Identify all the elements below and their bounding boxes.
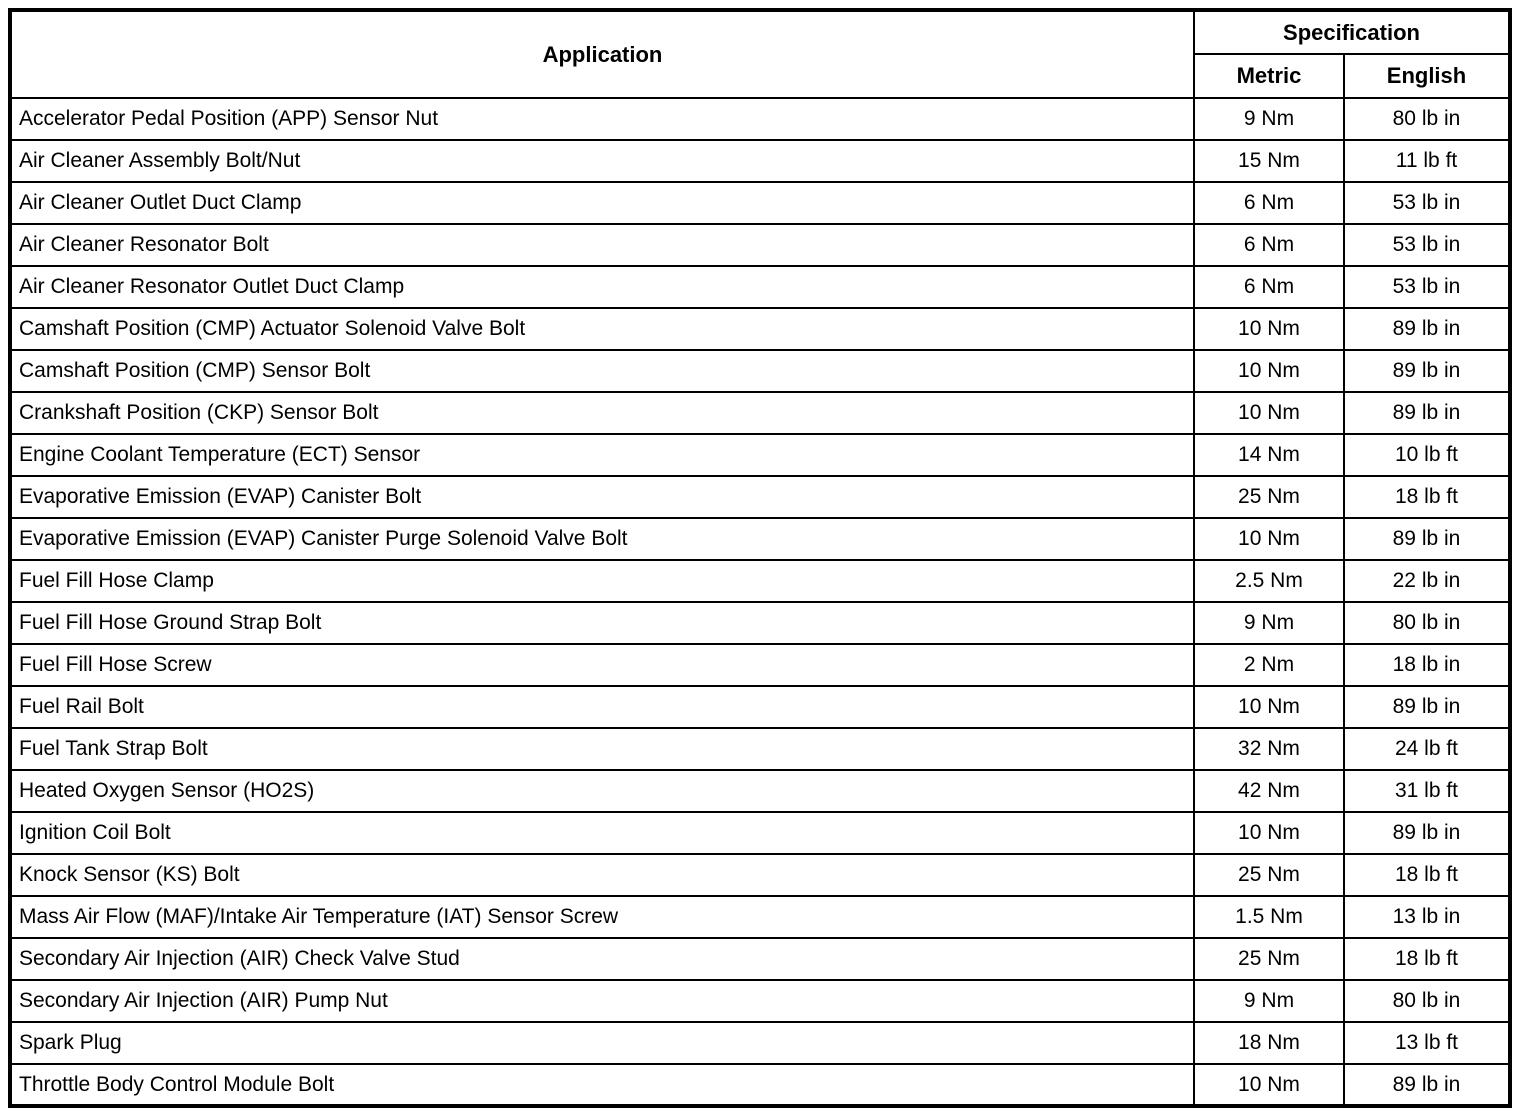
english-value-cell: 89 lb in [1344, 518, 1510, 560]
metric-value-cell: 10 Nm [1194, 812, 1344, 854]
english-value-cell: 89 lb in [1344, 686, 1510, 728]
application-cell: Secondary Air Injection (AIR) Check Valve Stud [10, 938, 1194, 980]
table-row [10, 224, 1510, 266]
metric-value-cell: 2.5 Nm [1194, 560, 1344, 602]
application-cell: Crankshaft Position (CKP) Sensor Bolt [10, 392, 1194, 434]
table-row [10, 140, 1510, 182]
application-cell: Secondary Air Injection (AIR) Pump Nut [10, 980, 1194, 1022]
column-header-application: Application [10, 10, 1194, 98]
metric-value-cell: 25 Nm [1194, 938, 1344, 980]
table-row [10, 350, 1510, 392]
application-cell: Air Cleaner Resonator Outlet Duct Clamp [10, 266, 1194, 308]
application-cell: Throttle Body Control Module Bolt [10, 1064, 1194, 1106]
metric-value-cell: 9 Nm [1194, 602, 1344, 644]
table-row [10, 434, 1510, 476]
metric-value-cell: 9 Nm [1194, 98, 1344, 140]
column-header-english: English [1344, 54, 1510, 98]
metric-value-cell: 10 Nm [1194, 350, 1344, 392]
metric-value-cell: 10 Nm [1194, 308, 1344, 350]
application-cell: Evaporative Emission (EVAP) Canister Bolt [10, 476, 1194, 518]
english-value-cell: 13 lb in [1344, 896, 1510, 938]
application-cell: Air Cleaner Assembly Bolt/Nut [10, 140, 1194, 182]
english-value-cell: 53 lb in [1344, 182, 1510, 224]
table-row [10, 518, 1510, 560]
english-value-cell: 18 lb in [1344, 644, 1510, 686]
metric-value-cell: 15 Nm [1194, 140, 1344, 182]
metric-value-cell: 14 Nm [1194, 434, 1344, 476]
table-row [10, 896, 1510, 938]
table-row [10, 308, 1510, 350]
english-value-cell: 53 lb in [1344, 224, 1510, 266]
application-cell: Spark Plug [10, 1022, 1194, 1064]
english-value-cell: 80 lb in [1344, 980, 1510, 1022]
table-row [10, 686, 1510, 728]
metric-value-cell: 6 Nm [1194, 182, 1344, 224]
english-value-cell: 89 lb in [1344, 1064, 1510, 1106]
table-row [10, 644, 1510, 686]
english-value-cell: 89 lb in [1344, 308, 1510, 350]
english-value-cell: 22 lb in [1344, 560, 1510, 602]
metric-value-cell: 25 Nm [1194, 854, 1344, 896]
english-value-cell: 18 lb ft [1344, 938, 1510, 980]
metric-value-cell: 10 Nm [1194, 518, 1344, 560]
metric-value-cell: 32 Nm [1194, 728, 1344, 770]
application-cell: Camshaft Position (CMP) Actuator Solenoid Valve Bolt [10, 308, 1194, 350]
application-cell: Air Cleaner Outlet Duct Clamp [10, 182, 1194, 224]
application-cell: Air Cleaner Resonator Bolt [10, 224, 1194, 266]
english-value-cell: 89 lb in [1344, 812, 1510, 854]
application-cell: Fuel Fill Hose Clamp [10, 560, 1194, 602]
metric-value-cell: 42 Nm [1194, 770, 1344, 812]
metric-value-cell: 9 Nm [1194, 980, 1344, 1022]
fastener-spec-table [8, 8, 1512, 1108]
english-value-cell: 24 lb ft [1344, 728, 1510, 770]
application-cell: Accelerator Pedal Position (APP) Sensor Nut [10, 98, 1194, 140]
application-cell: Fuel Tank Strap Bolt [10, 728, 1194, 770]
english-value-cell: 13 lb ft [1344, 1022, 1510, 1064]
metric-value-cell: 10 Nm [1194, 392, 1344, 434]
column-header-specification: Specification [1194, 10, 1510, 54]
table-row [10, 980, 1510, 1022]
english-value-cell: 80 lb in [1344, 98, 1510, 140]
english-value-cell: 80 lb in [1344, 602, 1510, 644]
application-cell: Fuel Rail Bolt [10, 686, 1194, 728]
metric-value-cell: 10 Nm [1194, 686, 1344, 728]
table-row [10, 1064, 1510, 1106]
english-value-cell: 89 lb in [1344, 350, 1510, 392]
english-value-cell: 11 lb ft [1344, 140, 1510, 182]
table-row [10, 1022, 1510, 1064]
english-value-cell: 31 lb ft [1344, 770, 1510, 812]
english-value-cell: 18 lb ft [1344, 854, 1510, 896]
header-row-specification [10, 10, 1510, 54]
english-value-cell: 89 lb in [1344, 392, 1510, 434]
metric-value-cell: 10 Nm [1194, 1064, 1344, 1106]
table-row [10, 476, 1510, 518]
english-value-cell: 53 lb in [1344, 266, 1510, 308]
table-row [10, 266, 1510, 308]
table-row [10, 602, 1510, 644]
table-header [10, 10, 1510, 98]
application-cell: Ignition Coil Bolt [10, 812, 1194, 854]
table-row [10, 560, 1510, 602]
application-cell: Camshaft Position (CMP) Sensor Bolt [10, 350, 1194, 392]
column-header-metric: Metric [1194, 54, 1344, 98]
application-cell: Knock Sensor (KS) Bolt [10, 854, 1194, 896]
spec-table-body [10, 98, 1510, 1106]
table-row [10, 98, 1510, 140]
english-value-cell: 18 lb ft [1344, 476, 1510, 518]
table-row [10, 854, 1510, 896]
application-cell: Heated Oxygen Sensor (HO2S) [10, 770, 1194, 812]
metric-value-cell: 18 Nm [1194, 1022, 1344, 1064]
table-row [10, 182, 1510, 224]
metric-value-cell: 1.5 Nm [1194, 896, 1344, 938]
metric-value-cell: 25 Nm [1194, 476, 1344, 518]
application-cell: Evaporative Emission (EVAP) Canister Purge Solenoid Valve Bolt [10, 518, 1194, 560]
metric-value-cell: 2 Nm [1194, 644, 1344, 686]
table-row [10, 728, 1510, 770]
table-row [10, 812, 1510, 854]
metric-value-cell: 6 Nm [1194, 266, 1344, 308]
application-cell: Mass Air Flow (MAF)/Intake Air Temperature (IAT) Sensor Screw [10, 896, 1194, 938]
english-value-cell: 10 lb ft [1344, 434, 1510, 476]
application-cell: Fuel Fill Hose Ground Strap Bolt [10, 602, 1194, 644]
application-cell: Engine Coolant Temperature (ECT) Sensor [10, 434, 1194, 476]
metric-value-cell: 6 Nm [1194, 224, 1344, 266]
table-row [10, 392, 1510, 434]
table-row [10, 938, 1510, 980]
application-cell: Fuel Fill Hose Screw [10, 644, 1194, 686]
table-row [10, 770, 1510, 812]
